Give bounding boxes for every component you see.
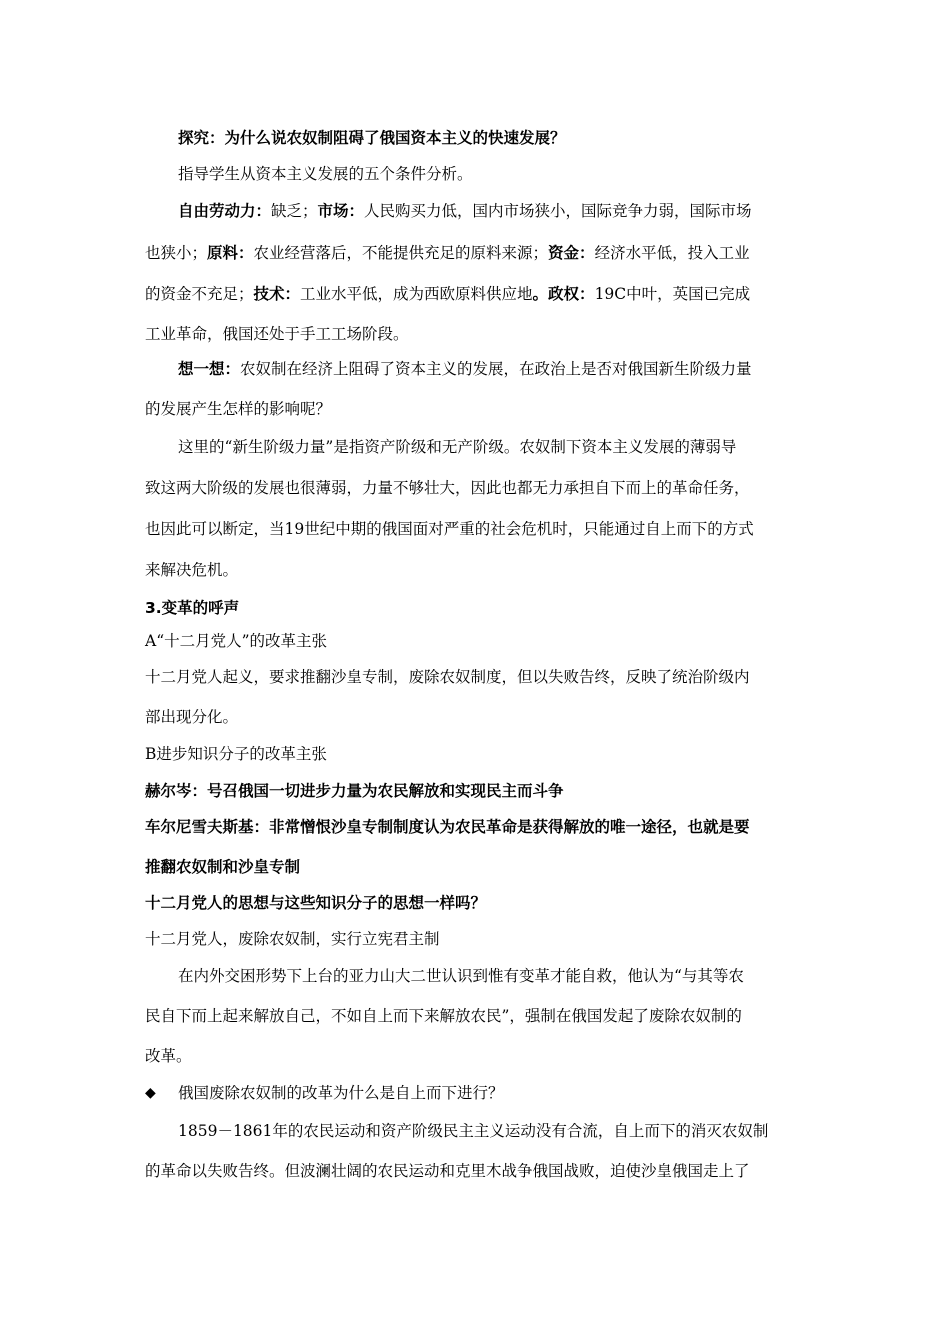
inquiry-question: 探究：为什么说农奴制阻碍了俄国资本主义的快速发展？ xyxy=(178,129,566,147)
conditions-line-2 xyxy=(145,243,750,263)
alexander-line-2: 民自下而上起来解放自己，不如自上而下来解放农民”，强制在俄国发起了废除农奴制的 xyxy=(145,1007,742,1025)
label-market: 市场： xyxy=(317,202,365,220)
diamond-bullet-icon: ◆ xyxy=(145,1085,156,1101)
explain-line-3: 也因此可以断定，当19世纪中期的俄国面对严重的社会危机时，只能通过自上而下的方式 xyxy=(145,520,754,538)
text-segment: 工业水平低，成为西欧原料供应地 xyxy=(300,285,533,303)
text-segment: 人民购买力低，国内市场狭小，国际竞争力弱，国际市场 xyxy=(364,202,752,220)
text-segment: 农业经营落后，不能提供充足的原料来源； xyxy=(253,244,549,262)
conditions-line-3 xyxy=(145,284,750,304)
alexander-line-1: 在内外交困形势下上台的亚力山大二世认识到惟有变革才能自救，他认为“与其等农 xyxy=(178,967,744,985)
explain-line-1: 这里的“新生阶级力量”是指资产阶级和无产阶级。农奴制下资本主义发展的薄弱导 xyxy=(178,438,737,456)
label-free-labor: 自由劳动力： xyxy=(178,202,272,220)
section-heading: 3.变革的呼声 xyxy=(145,599,240,617)
alexander-line-3: 改革。 xyxy=(145,1047,192,1065)
decembrist-line-1: 十二月党人起义，要求推翻沙皇专制，废除农奴制度，但以失败告终，反映了统治阶级内 xyxy=(145,668,750,686)
think-line-2: 的发展产生怎样的影响呢？ xyxy=(145,400,332,418)
reform-line-2: 的革命以失败告终。但波澜壮阔的农民运动和克里木战争俄国战败，迫使沙皇俄国走上了 xyxy=(145,1162,750,1180)
chernyshevsky-line-1: 车尔尼雪夫斯基：非常憎恨沙皇专制制度认为农民革命是获得解放的唯一途径，也就是要 xyxy=(145,818,750,836)
conditions-line-1 xyxy=(178,201,752,221)
explain-line-2: 致这两大阶级的发展也很薄弱，力量不够壮大，因此也都无力承担自下而上的革命任务， xyxy=(145,479,750,497)
herzen-line: 赫尔岑：号召俄国一切进步力量为农民解放和实现民主而斗争 xyxy=(145,782,564,800)
conditions-line-4: 工业革命，俄国还处于手工工场阶段。 xyxy=(145,325,409,343)
text-segment: 农奴制在经济上阻碍了资本主义的发展，在政治上是否对俄国新生阶级力量 xyxy=(240,360,752,378)
comparison-answer: 十二月党人，废除农奴制，实行立宪君主制 xyxy=(145,930,440,948)
text-segment: 也狭小； xyxy=(145,244,208,262)
subheading-a: A“十二月党人”的改革主张 xyxy=(145,632,328,650)
text-segment: 经济水平低，投入工业 xyxy=(594,244,750,262)
label-regime: 。政权： xyxy=(532,285,595,303)
guidance-line: 指导学生从资本主义发展的五个条件分析。 xyxy=(178,165,473,183)
decembrist-line-2: 部出现分化。 xyxy=(145,708,239,726)
think-line-1 xyxy=(178,359,752,379)
text-segment: 的资金不充足； xyxy=(145,285,254,303)
reform-line-1: 1859－1861年的农民运动和资产阶级民主主义运动没有合流，自上而下的消灭农奴制 xyxy=(178,1122,769,1140)
label-technology: 技术： xyxy=(253,285,301,303)
comparison-question: 十二月党人的思想与这些知识分子的思想一样吗？ xyxy=(145,894,487,912)
subheading-b: B进步知识分子的改革主张 xyxy=(145,745,327,763)
bullet-question: 俄国废除农奴制的改革为什么是自上而下进行？ xyxy=(178,1084,504,1102)
label-think: 想一想： xyxy=(178,360,241,378)
chernyshevsky-line-2: 推翻农奴制和沙皇专制 xyxy=(145,858,301,876)
text-segment: 19C中叶，英国已完成 xyxy=(594,285,751,303)
explain-line-4: 来解决危机。 xyxy=(145,561,239,579)
label-capital: 资金： xyxy=(548,244,595,262)
label-raw-material: 原料： xyxy=(207,244,254,262)
text-segment: 缺乏； xyxy=(271,202,318,220)
